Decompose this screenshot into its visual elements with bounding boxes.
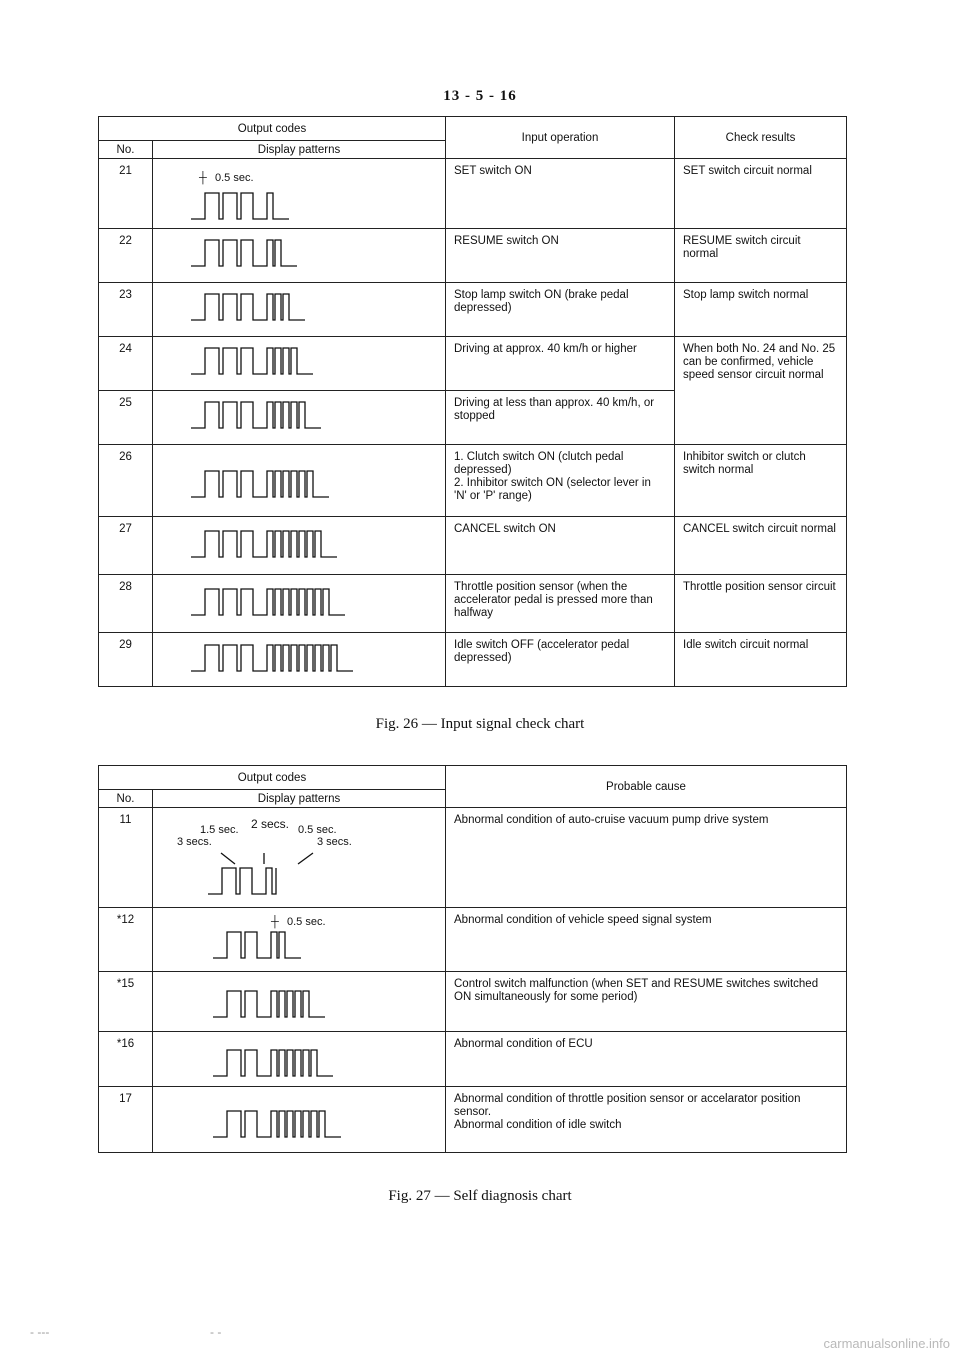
pulse-waveform [153,972,446,1032]
pulse-waveform [153,229,446,283]
display-pattern [153,575,446,633]
pattern-note: 0.5 sec. [215,172,254,184]
code-number: 26 [99,445,153,517]
table-row [99,1032,847,1087]
code-number: 17 [99,1087,153,1153]
output-codes-header: Output codes [99,117,446,141]
pulse-waveform [153,1032,446,1087]
signal-trace [191,471,329,497]
pattern-note: 0.5 sec. [287,916,326,928]
signal-trace [213,991,325,1017]
display-pattern [153,229,446,283]
table-row [99,229,847,283]
table-row [99,517,847,575]
input-operation: Stop lamp switch ON (brake pedal depressed) [446,283,675,337]
code-number: 23 [99,283,153,337]
display-pattern [153,517,446,575]
signal-trace [213,1111,341,1137]
check-result: Throttle position sensor circuit [675,575,847,633]
pulse-waveform [153,445,446,517]
signal-trace [191,531,337,557]
no-header: No. [99,790,153,808]
probable-cause: Control switch malfunction (when SET and RESUME switches switched ON simultaneously for some period) [446,972,847,1032]
table-row [99,445,847,517]
input-operation: 1. Clutch switch ON (clutch pedal depressed) 2. Inhibitor switch ON (selector lever in 'N' or 'P' range) [446,445,675,517]
probable-cause: Abnormal condition of auto-cruise vacuum pump drive system [446,808,847,908]
probable-cause: Abnormal condition of throttle position sensor or accelarator position sensor. Abnormal condition of idle switch [446,1087,847,1153]
timing-label: 0.5 sec. [298,824,337,836]
table-row [99,808,847,908]
timing-marker-icon: ┼ [199,172,207,184]
input-operation-header: Input operation [446,117,675,159]
no-header: No. [99,141,153,159]
signal-trace [213,932,301,958]
table-row [99,972,847,1032]
scan-mark: ‐ ‐ [210,1325,222,1339]
display-pattern [153,391,446,445]
signal-trace [213,1050,333,1076]
timing-label: 3 secs. [317,836,352,848]
check-result: When both No. 24 and No. 25 can be confirmed, vehicle speed sensor circuit normal [675,337,847,445]
figure-caption: Fig. 27 — Self diagnosis chart [388,1188,572,1204]
display-pattern [153,808,446,908]
check-result: SET switch circuit normal [675,159,847,229]
check-result: Inhibitor switch or clutch switch normal [675,445,847,517]
signal-trace [191,589,345,615]
table-row [99,283,847,337]
code-number: 21 [99,159,153,229]
signal-trace [208,868,276,894]
table-row [99,159,847,229]
input-operation: RESUME switch ON [446,229,675,283]
code-number: 25 [99,391,153,445]
display-pattern [153,972,446,1032]
code-number: 28 [99,575,153,633]
display-patterns-header: Display patterns [153,790,446,808]
code-number: 29 [99,633,153,687]
pulse-waveform [153,283,446,337]
output-codes-header: Output codes [99,766,446,790]
figure-caption: Fig. 26 — Input signal check chart [375,716,585,732]
display-pattern [153,283,446,337]
code-number: 27 [99,517,153,575]
signal-trace [191,193,289,219]
code-number: *12 [99,908,153,972]
pulse-waveform [153,575,446,633]
pulse-waveform [153,1087,446,1153]
table-row [99,1087,847,1153]
timing-label: 2 secs. [251,817,290,831]
pulse-waveform [153,808,446,908]
input-operation: Driving at approx. 40 km/h or higher [446,337,675,391]
display-pattern [153,633,446,687]
input-operation: CANCEL switch ON [446,517,675,575]
timing-label: 1.5 sec. [200,824,239,836]
display-pattern [153,1087,446,1153]
code-number: *15 [99,972,153,1032]
signal-trace [191,348,313,374]
code-number: 22 [99,229,153,283]
input-operation: Driving at less than approx. 40 km/h, or stopped [446,391,675,445]
table-row [99,575,847,633]
pulse-waveform [153,337,446,391]
signal-trace [191,294,305,320]
pulse-waveform [153,908,446,972]
check-result: RESUME switch circuit normal [675,229,847,283]
probable-cause-header: Probable cause [446,766,847,808]
signal-trace [191,240,297,266]
display-pattern [153,908,446,972]
page-number: 13 - 5 - 16 [443,88,517,104]
display-pattern [153,445,446,517]
signal-trace [191,402,321,428]
input-operation: SET switch ON [446,159,675,229]
table-row [99,337,847,391]
input-operation: Idle switch OFF (accelerator pedal depressed) [446,633,675,687]
self-diagnosis-table [98,765,847,1153]
timing-arrows [221,853,313,864]
code-number: 24 [99,337,153,391]
table-row [99,908,847,972]
signal-trace [191,645,353,671]
scan-mark: ‐ ‐‐‐ [30,1325,50,1339]
check-result: Idle switch circuit normal [675,633,847,687]
pulse-waveform [153,517,446,575]
pulse-waveform [153,391,446,445]
input-signal-check-table [98,116,847,687]
pulse-waveform [153,159,446,229]
check-result: Stop lamp switch normal [675,283,847,337]
timing-marker-icon: ┼ [271,916,279,928]
check-result: CANCEL switch circuit normal [675,517,847,575]
probable-cause: Abnormal condition of ECU [446,1032,847,1087]
code-number: 11 [99,808,153,908]
display-pattern [153,337,446,391]
table-row [99,633,847,687]
input-operation: Throttle position sensor (when the accelerator pedal is pressed more than halfway [446,575,675,633]
display-pattern [153,1032,446,1087]
display-pattern [153,159,446,229]
probable-cause: Abnormal condition of vehicle speed signal system [446,908,847,972]
timing-label: 3 secs. [177,836,212,848]
pulse-waveform [153,633,446,687]
watermark: carmanualsonline.info [823,1336,950,1351]
check-results-header: Check results [675,117,847,159]
code-number: *16 [99,1032,153,1087]
display-patterns-header: Display patterns [153,141,446,159]
